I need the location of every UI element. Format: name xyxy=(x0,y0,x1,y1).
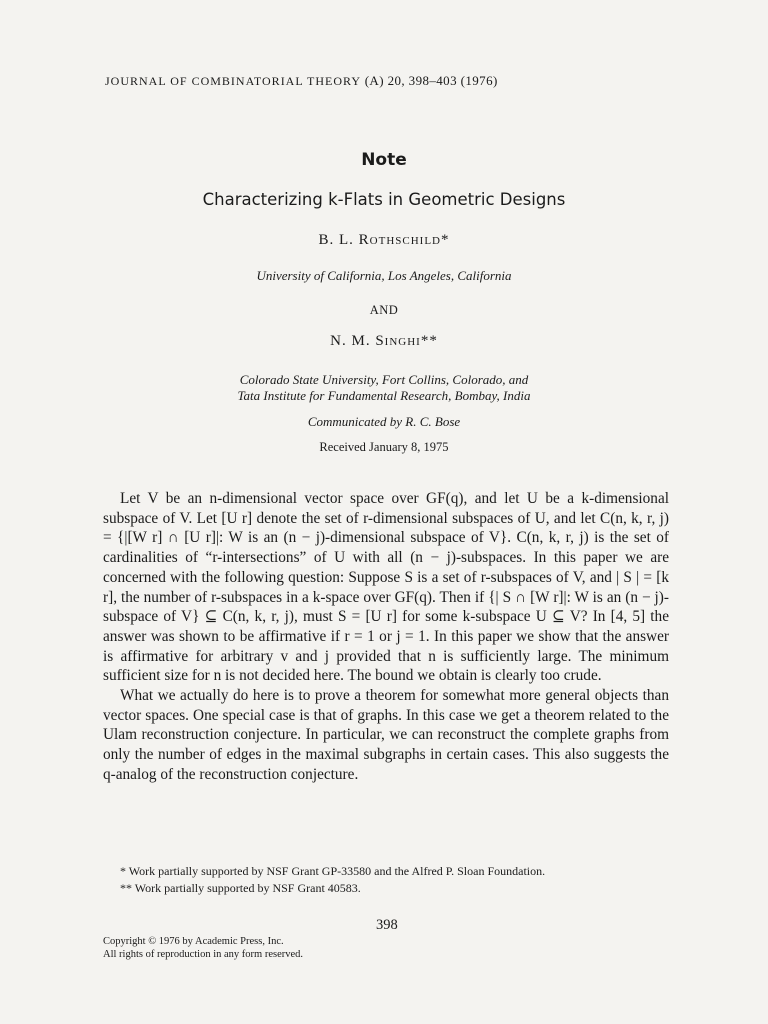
copyright-line-2: All rights of reproduction in any form reserved. xyxy=(103,949,304,960)
journal-name: JOURNAL OF COMBINATORIAL THEORY xyxy=(105,74,362,88)
note-label: Note xyxy=(361,150,407,170)
journal-volume: (A) 20, 398–403 (1976) xyxy=(364,73,498,88)
author-2 xyxy=(0,333,768,350)
author-1 xyxy=(0,232,768,249)
paper-title: Characterizing k-Flats in Geometric Designs xyxy=(202,190,566,209)
author-2-affiliation-line2: Tata Institute for Fundamental Research, Bombay, India xyxy=(237,388,531,403)
copyright-notice xyxy=(103,935,303,961)
author-2-surname: Singhi xyxy=(375,333,421,349)
footnotes xyxy=(103,863,669,896)
copyright-line-1: Copyright © 1976 by Academic Press, Inc. xyxy=(103,936,284,947)
author-1-mark: * xyxy=(441,232,450,248)
footnote-1: * Work partially supported by NSF Grant GP-33580 and the Alfred P. Sloan Foundation. xyxy=(120,864,546,878)
received-date: Received January 8, 1975 xyxy=(319,440,449,454)
author-2-initials: N. M. xyxy=(330,333,371,349)
communicated-by: Communicated by R. C. Bose xyxy=(307,414,461,429)
journal-header xyxy=(105,73,498,89)
body-text xyxy=(103,489,669,785)
author-2-mark: ** xyxy=(420,333,438,349)
author-1-surname: Rothschild xyxy=(358,232,441,248)
author-2-affiliation-line1: Colorado State University, Fort Collins, Colorado, and xyxy=(239,372,529,387)
footnote-2: ** Work partially supported by NSF Grant 40583. xyxy=(120,880,361,895)
author-1-affiliation: University of California, Los Angeles, California xyxy=(256,268,512,283)
page-number: 398 xyxy=(376,917,398,933)
author-1-initials: B. L. xyxy=(318,232,354,248)
and-separator: AND xyxy=(369,303,399,317)
paragraph-2: What we actually do here is to prove a theorem for somewhat more general objects than vector spaces. One special case is that of graphs. In this case we get a theorem related to the Ulam reconstruction conjecture. In particular, we can reconstruct the complete graphs from only the number of edges in the maximal subgraphs in certain cases. This also suggests the q-analog of the reconstruction conjecture. xyxy=(103,687,669,783)
paragraph-1: Let V be an n-dimensional vector space over GF(q), and let U be a k-dimensional subspace of V. Let [U r] denote the set of r-dimensional subspaces of U, and let C(n, k, r, j) = {|[W r] ∩ [U r]|: W is an (n − j)-dimensional subspace of V}. C(n, k, r, j) is the set of cardinalities of “r-intersections” of U with all (n − j)-subspaces. In this paper we are concerned with the following question: Suppose S is a set of r-subspaces of V, and | S | = [k r], the number of r-subspaces in a k-space over GF(q). Then if {| S ∩ [W r]|: W is an (n − j)-subspace of V} ⊆ C(n, k, r, j), must S = [U r] for some k-subspace U ⊆ V? In [4, 5] the answer was shown to be affirmative if r = 1 or j = 1. In this paper we show that the answer is affirmative for arbitrary v and j provided that n is sufficiently large. The minimum sufficient size for n is not decided here. The bound we obtain is clearly too crude. xyxy=(103,490,669,685)
